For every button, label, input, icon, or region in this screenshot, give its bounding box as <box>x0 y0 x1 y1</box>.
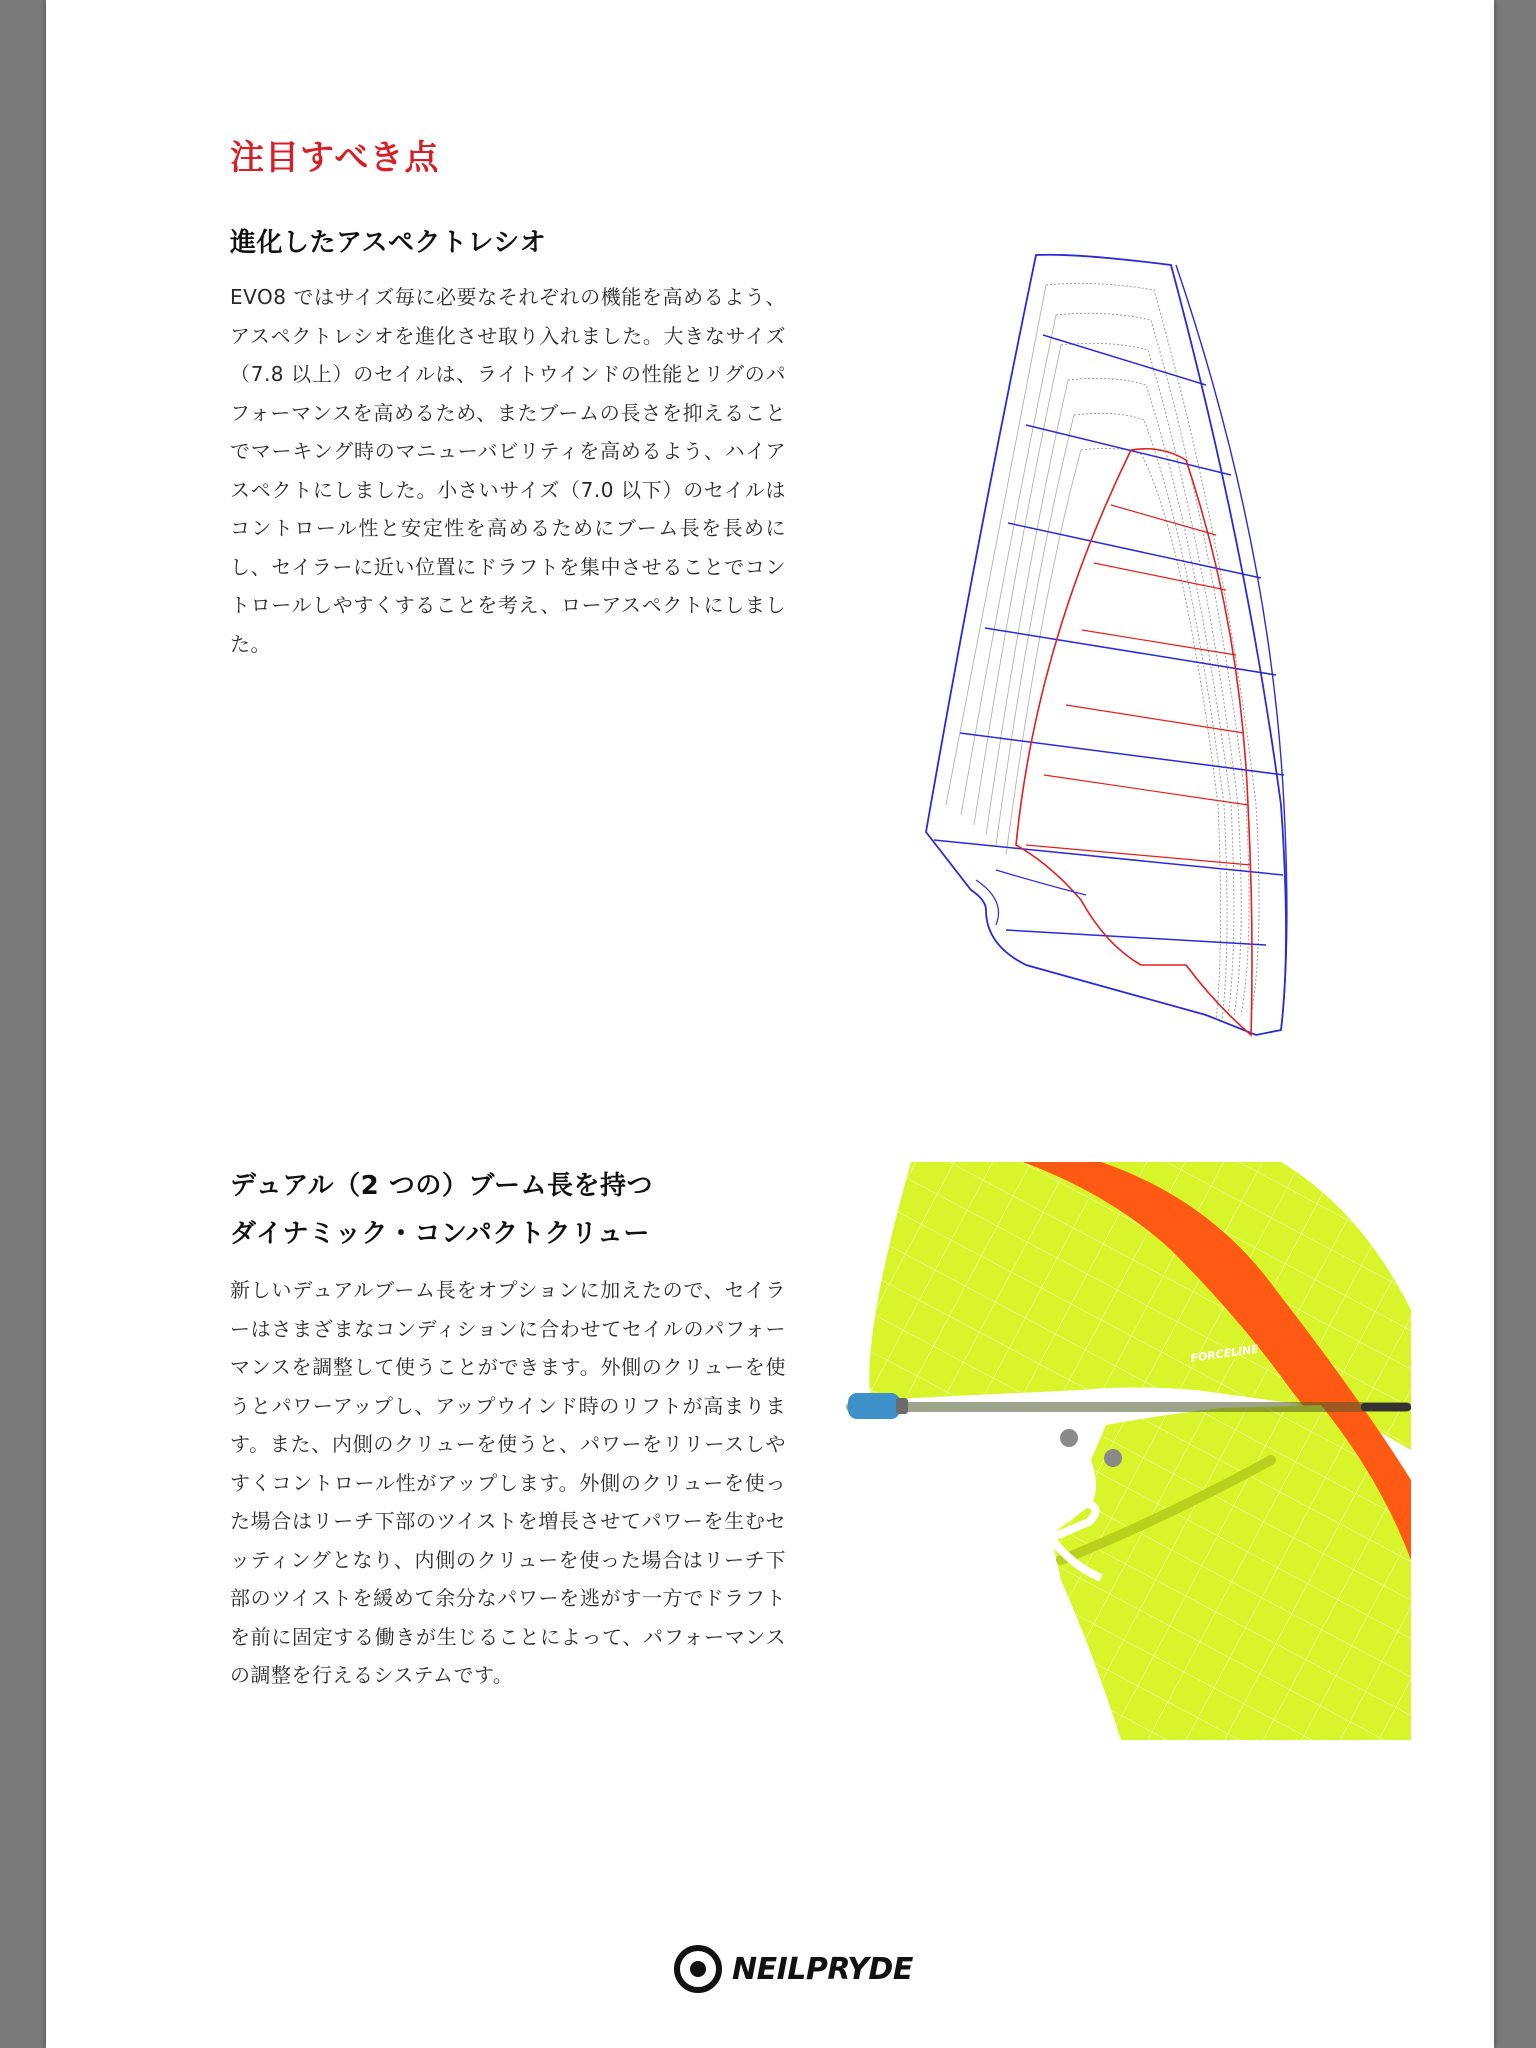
aspect-ratio-heading: 進化したアスペクトレシオ <box>230 228 547 258</box>
document-page <box>46 0 1494 2048</box>
sail-outline-diagram <box>886 245 1306 1045</box>
target-logo-icon <box>674 1945 722 1993</box>
clew-heading-line2: ダイナミック・コンパクトクリュー <box>230 1219 650 1249</box>
aspect-ratio-paragraph: EVO8 ではサイズ毎に必要なそれぞれの機能を高めるよう、アスペクトレシオを進化させ取り入れました。大きなサイズ（7.8 以上）のセイルは、ライトウインドの性能とリグのパフォーマンスを高めるため、またブームの長さを抑えることでマーキング時のマニューバビリティを高めるよう、ハイアスペクトにしました。小さいサイズ（7.0 以下）のセイルはコントロール性と安定性を高めるためにブーム長を長めにし、セイラーに近い位置にドラフトを集中させることでコントロールしやすくすることを考え、ローアスペクトにしました。 <box>230 285 786 656</box>
clew-heading-line1: デュアル（2 つの）ブーム長を持つ <box>230 1171 654 1201</box>
section-title: 注目すべき点 <box>230 138 440 178</box>
clew-photo <box>801 1160 1411 1740</box>
clew-paragraph: 新しいデュアルブーム長をオプションに加えたので、セイラーはさまざまなコンディションに合わせてセイルのパフォーマンスを調整して使うことができます。外側のクリューを使うとパワーアップし、アップウインド時のリフトが高まります。また、内側のクリューを使うと、パワーをリリースしやすくコントロール性がアップします。外側のクリューを使った場合はリーチ下部のツイストを増長させてパワーを生むセッティングとなり、内側のクリューを使った場合はリーチ下部のツイストを緩めて余分なパワーを逃がす一方でドラフトを前に固定する働きが生じることによって、パフォーマンスの調整を行えるシステムです。 <box>230 1278 786 1687</box>
sail-print-text: FORCELINE <box>1189 1342 1260 1365</box>
neilpryde-logo <box>674 1943 974 1995</box>
logo-wordmark: NEILPRYDE <box>732 1951 913 1987</box>
viewer-right-margin <box>1494 0 1536 2048</box>
viewer-left-margin <box>0 0 46 2048</box>
